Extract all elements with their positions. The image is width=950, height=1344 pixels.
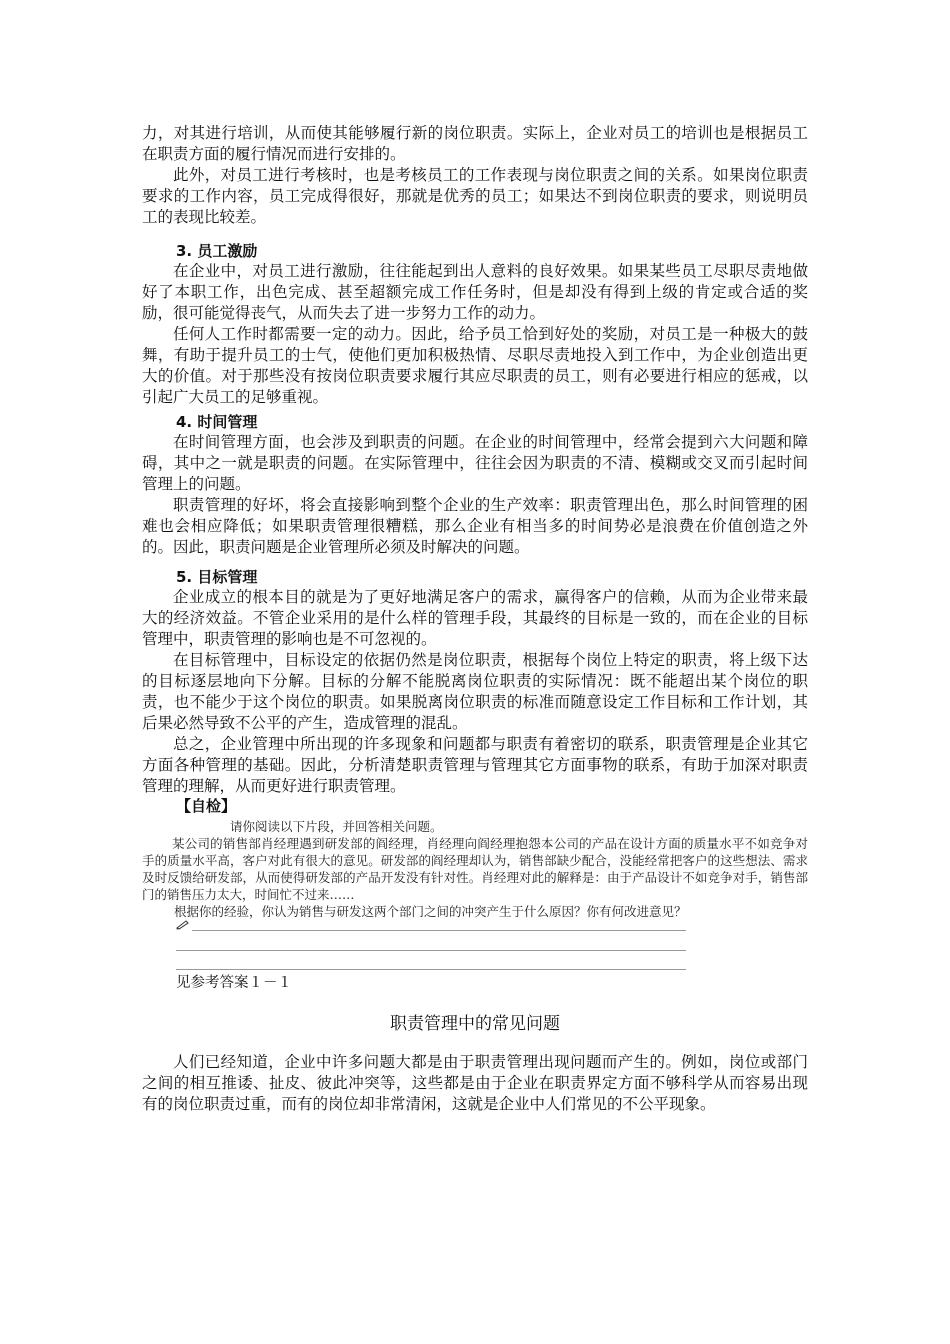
self-check-instruction: 请你阅读以下片段，并回答相关问题。 (230, 819, 443, 834)
paragraph: 人们已经知道，企业中许多问题大都是由于职责管理出现问题而产生的。例如，岗位或部门之间的相互推诿、扯皮、彼此冲突等，这些都是由于企业在职责界定方面不够科学从而容易出现有的岗位职责过重，而有的岗位却非常清闲，这就是企业中人们常见的不公平现象。 (142, 1053, 808, 1113)
reference-answer: 见参考答案１－１ (176, 975, 292, 991)
section3-body (142, 261, 808, 408)
paragraph: 在目标管理中，目标设定的依据仍然是岗位职责，根据每个岗位上特定的职责，将上级下达的目标逐层地向下分解。目标的分解不能脱离岗位职责的实际情况：既不能超出某个岗位的职责，也不能少于这个岗位的职责。如果脱离岗位职责的标准而随意设定工作目标和工作计划，其后果必然导致不公平的产生，造成管理的混乱。 (142, 651, 808, 732)
paragraph: 在时间管理方面，也会涉及到职责的问题。在企业的时间管理中，经常会提到六大问题和障碍，其中之一就是职责的问题。在实际管理中，往往会因为职责的不清、模糊或交叉而引起时间管理上的问题。 (142, 433, 808, 493)
paragraph: 企业成立的根本目的就是为了更好地满足客户的需求，赢得客户的信赖，从而为企业带来最大的经济效益。不管企业采用的是什么样的管理手段，其最终的目标是一致的，而在企业的目标管理中，职责管理的影响也是不可忽视的。 (142, 588, 808, 648)
self-check-title: 【自检】 (176, 797, 237, 815)
self-check-passage: 某公司的销售部肖经理遇到研发部的阎经理，肖经理向阎经理抱怨本公司的产品在设计方面的质量水平不如竞争对手的质量水平高，客户对此有很大的意见。研发部的阎经理却认为，销售部缺少配合，没能经常把客户的这些想法、需求及时反馈给研发部，从而使得研发部的产品开发没有针对性。肖经理对此的解释是：由于产品设计不如竞争对手，销售部门的销售压力太大，时间忙不过来…… (142, 836, 808, 902)
section-title: 职责管理中的常见问题 (390, 1014, 560, 1034)
section5-body (142, 587, 808, 797)
next-section-body (142, 1052, 808, 1115)
paragraph: 任何人工作时都需要一定的动力。因此，给予员工恰到好处的奖励，对员工是一种极大的鼓舞，有助于提升员工的士气，使他们更加积极热情、尽职尽责地投入到工作中，为企业创造出更大的价值。对于那些没有按岗位职责要求履行其应尽职责的员工，则有必要进行相应的惩戒，以引起广大员工的足够重视。 (142, 325, 808, 406)
self-check-question: 根据你的经验，你认为销售与研发这两个部门之间的冲突产生于什么原因？你有何改进意见？ (174, 904, 687, 919)
paragraph: 力，对其进行培训，从而使其能够履行新的岗位职责。实际上，企业对员工的培训也是根据员工在职责方面的履行情况而进行安排的。 (142, 124, 808, 163)
paragraph: 总之，企业管理中所出现的许多现象和问题都与职责有着密切的联系，职责管理是企业其它方面各种管理的基础。因此，分析清楚职责管理与管理其它方面事物的联系，有助于加深对职责管理的理解，从而更好进行职责管理。 (142, 735, 808, 795)
answer-line[interactable] (176, 969, 686, 970)
pencil-icon (176, 918, 190, 930)
answer-line[interactable] (176, 950, 686, 951)
section4-body (142, 432, 808, 558)
section-heading-4: 4. 时间管理 (176, 413, 258, 431)
paragraph: 在企业中，对员工进行激励，往往能起到出人意料的良好效果。如果某些员工尽职尽责地做好了本职工作，出色完成、甚至超额完成工作任务时，但是却没有得到上级的肯定或合适的奖励，很可能觉得丧气，从而失去了进一步努力工作的动力。 (142, 262, 808, 322)
paragraph: 职责管理的好坏，将会直接影响到整个企业的生产效率：职责管理出色，那么时间管理的困难也会相应降低；如果职责管理很糟糕，那么企业有相当多的时间势必是浪费在价值创造之外的。因此，职责问题是企业管理所必须及时解决的问题。 (142, 496, 808, 556)
self-check-block (142, 818, 808, 920)
section-heading-5: 5. 目标管理 (176, 568, 258, 586)
paragraph: 此外，对员工进行考核时，也是考核员工的工作表现与岗位职责之间的关系。如果岗位职责要求的工作内容，员工完成得很好，那就是优秀的员工；如果达不到岗位职责的要求，则说明员工的表现比较差。 (142, 166, 808, 226)
section-heading-3: 3. 员工激励 (176, 242, 258, 260)
intro-block (142, 123, 808, 228)
answer-line[interactable] (192, 930, 686, 931)
